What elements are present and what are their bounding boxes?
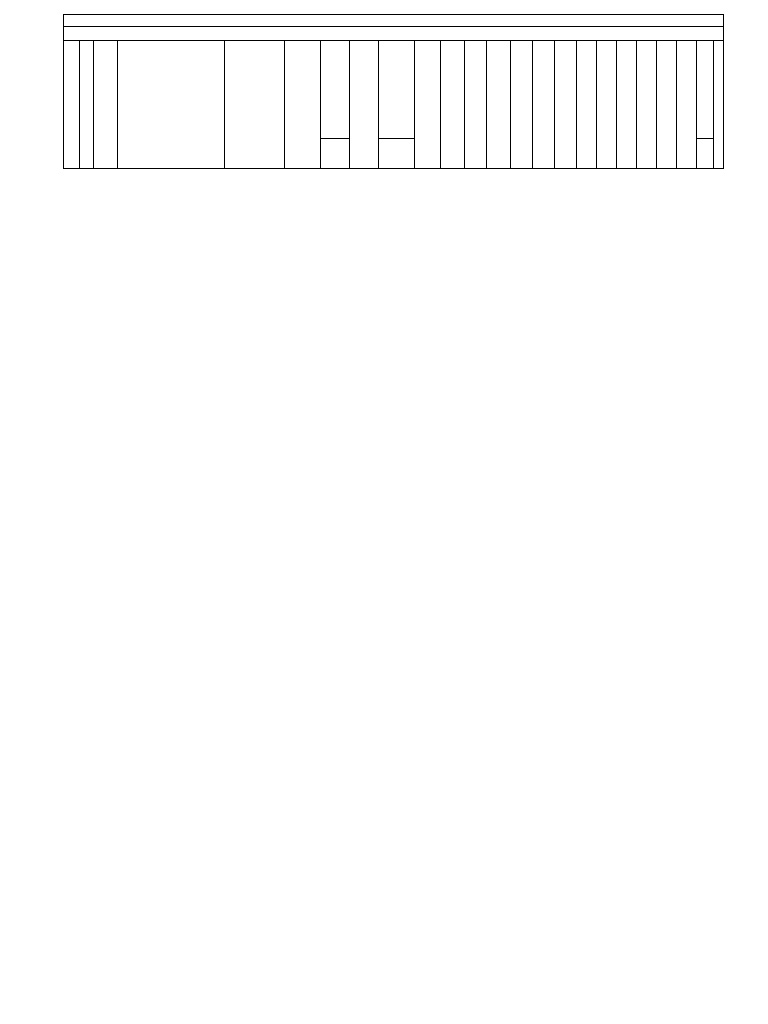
col-header (714, 41, 724, 169)
col-header (657, 41, 677, 169)
col-header (465, 41, 487, 169)
col-header (697, 41, 714, 139)
col-header (617, 41, 637, 169)
col-header (350, 41, 379, 169)
col-header (577, 41, 597, 169)
col-subheader (697, 139, 714, 169)
col-header (285, 41, 321, 169)
main-table (63, 14, 724, 169)
col-header (487, 41, 511, 169)
col-subheader (321, 139, 350, 169)
col-header (415, 41, 441, 169)
col-header (118, 41, 225, 169)
col-header (379, 41, 415, 139)
col-header (511, 41, 533, 169)
col-header (637, 41, 657, 169)
col-header (555, 41, 577, 169)
col-subheader (379, 139, 415, 169)
col-header (80, 41, 94, 169)
table-title (64, 15, 724, 27)
col-header (597, 41, 617, 169)
col-header (94, 41, 118, 169)
col-header (533, 41, 555, 169)
col-header (64, 41, 80, 169)
col-header (225, 41, 285, 169)
col-header (677, 41, 697, 169)
col-header (441, 41, 465, 169)
table-subtitle (64, 27, 724, 41)
col-header (321, 41, 350, 139)
